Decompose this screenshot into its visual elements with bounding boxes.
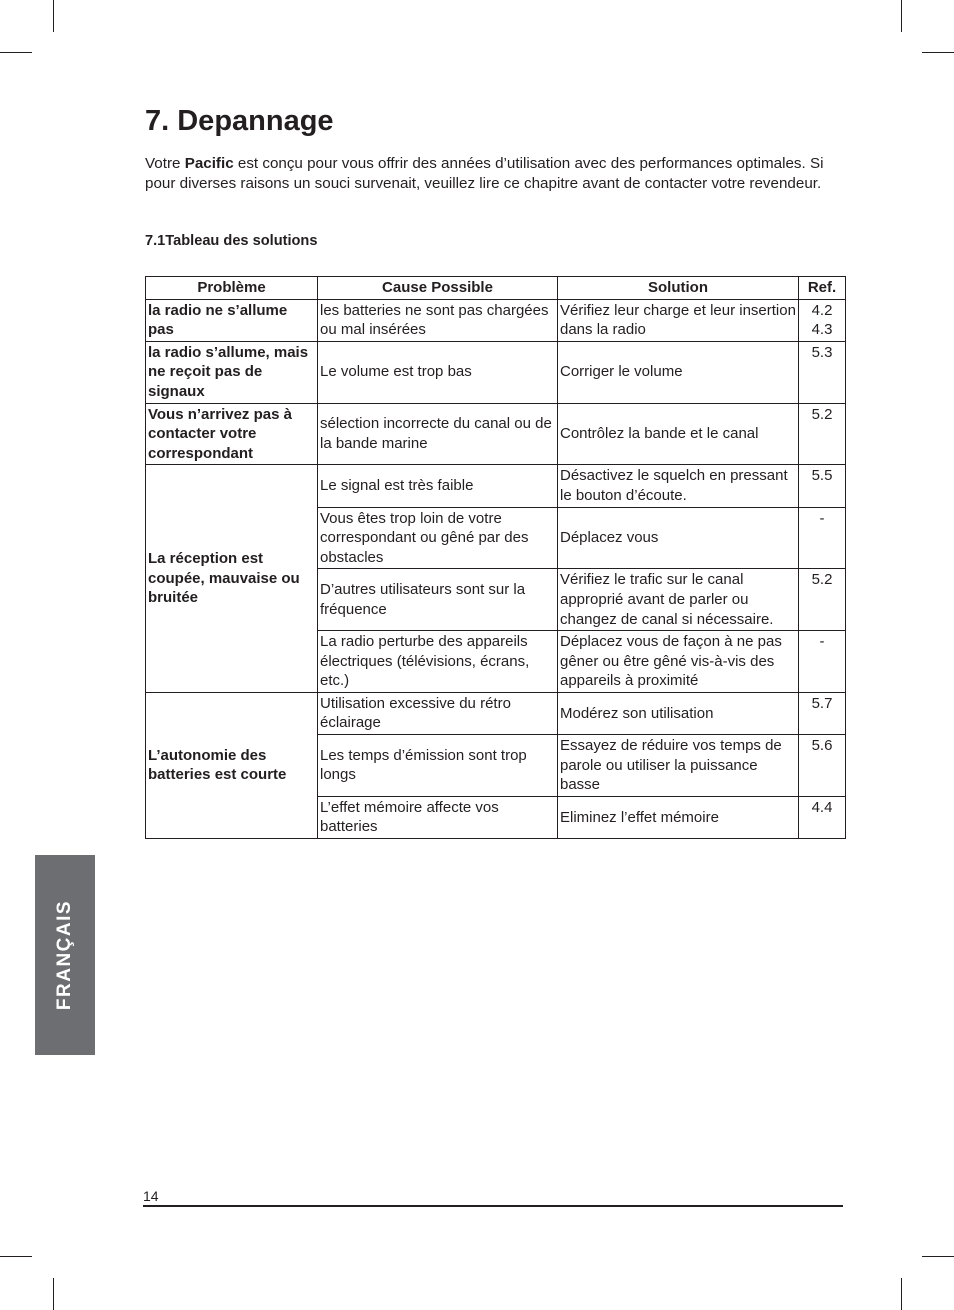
ref-cell <box>799 299 846 341</box>
table-row <box>146 299 846 341</box>
brand-name: Pacific <box>184 155 234 172</box>
table-row <box>146 692 846 734</box>
crop-mark <box>901 1278 902 1310</box>
cause-cell: L’effet mémoire affecte vos batteries <box>318 796 558 838</box>
ref-cell: - <box>799 507 846 569</box>
ref-value: 4.3 <box>811 321 833 339</box>
page-number: 14 <box>143 1188 159 1204</box>
section-subheading: 7.1Tableau des solutions <box>145 233 318 249</box>
solution-cell: Essayez de réduire vos temps de parole ou utiliser la puissance basse <box>558 735 799 797</box>
cause-cell: Vous êtes trop loin de votre correspondant ou gêné par des obstacles <box>318 507 558 569</box>
ref-value: 4.2 <box>811 301 833 319</box>
language-label: FRANÇAIS <box>54 899 75 1011</box>
crop-mark <box>53 0 54 32</box>
ref-cell: 5.5 <box>799 465 846 507</box>
table-header-row <box>146 277 846 300</box>
problem-cell: la radio ne s’allume pas <box>146 299 318 341</box>
ref-cell: 5.3 <box>799 341 846 403</box>
solution-cell: Déplacez vous <box>558 507 799 569</box>
solution-cell: Modérez son utilisation <box>558 692 799 734</box>
crop-mark <box>0 52 32 53</box>
cause-cell: Le volume est trop bas <box>318 341 558 403</box>
ref-cell: 5.6 <box>799 735 846 797</box>
ref-cell: 5.2 <box>799 569 846 631</box>
crop-mark <box>53 1278 54 1310</box>
problem-cell: Vous n’arrivez pas à contacter votre correspondant <box>146 403 318 465</box>
solution-cell: Eliminez l’effet mémoire <box>558 796 799 838</box>
footer-rule <box>143 1205 843 1207</box>
cause-cell: Utilisation excessive du rétro éclairage <box>318 692 558 734</box>
problem-cell: la radio s’allume, mais ne reçoit pas de signaux <box>146 341 318 403</box>
header-ref: Ref. <box>799 277 846 300</box>
crop-mark <box>922 52 954 53</box>
ref-cell: 5.2 <box>799 403 846 465</box>
problem-cell: L’autonomie des batteries est courte <box>146 692 318 838</box>
cause-cell: D’autres utilisateurs sont sur la fréquence <box>318 569 558 631</box>
ref-cell: 4.4 <box>799 796 846 838</box>
page-title: 7. Depannage <box>145 105 334 137</box>
intro-paragraph <box>145 154 855 193</box>
cause-cell: les batteries ne sont pas chargées ou mal insérées <box>318 299 558 341</box>
cause-cell: Le signal est très faible <box>318 465 558 507</box>
intro-text: est conçu pour vous offrir des années d’utilisation avec des performances optimales. Si pour diverses raisons un souci survenait, veuillez lire ce chapitre avant de contacter votre revendeur. <box>145 155 824 192</box>
solution-cell: Contrôlez la bande et le canal <box>558 403 799 465</box>
cause-cell: La radio perturbe des appareils électriques (télévisions, écrans, etc.) <box>318 631 558 693</box>
crop-mark <box>901 0 902 32</box>
solution-cell: Vérifiez leur charge et leur insertion dans la radio <box>558 299 799 341</box>
table-row <box>146 341 846 403</box>
table-row <box>146 403 846 465</box>
ref-cell: - <box>799 631 846 693</box>
header-probleme: Problème <box>146 277 318 300</box>
cause-cell: sélection incorrecte du canal ou de la bande marine <box>318 403 558 465</box>
solution-cell: Vérifiez le trafic sur le canal approprié avant de parler ou changez de canal si nécessaire. <box>558 569 799 631</box>
header-cause: Cause Possible <box>318 277 558 300</box>
language-side-tab <box>35 855 95 1055</box>
header-solution: Solution <box>558 277 799 300</box>
ref-cell: 5.7 <box>799 692 846 734</box>
solution-cell: Corriger le volume <box>558 341 799 403</box>
cause-cell: Les temps d’émission sont trop longs <box>318 735 558 797</box>
solutions-table <box>145 276 846 839</box>
intro-prefix: Votre <box>145 155 185 172</box>
solution-cell: Déplacez vous de façon à ne pas gêner ou être gêné vis-à-vis des appareils à proximité <box>558 631 799 693</box>
crop-mark <box>922 1256 954 1257</box>
problem-cell: La réception est coupée, mauvaise ou bruitée <box>146 465 318 693</box>
table-row <box>146 465 846 507</box>
crop-mark <box>0 1256 32 1257</box>
solution-cell: Désactivez le squelch en pressant le bouton d’écoute. <box>558 465 799 507</box>
